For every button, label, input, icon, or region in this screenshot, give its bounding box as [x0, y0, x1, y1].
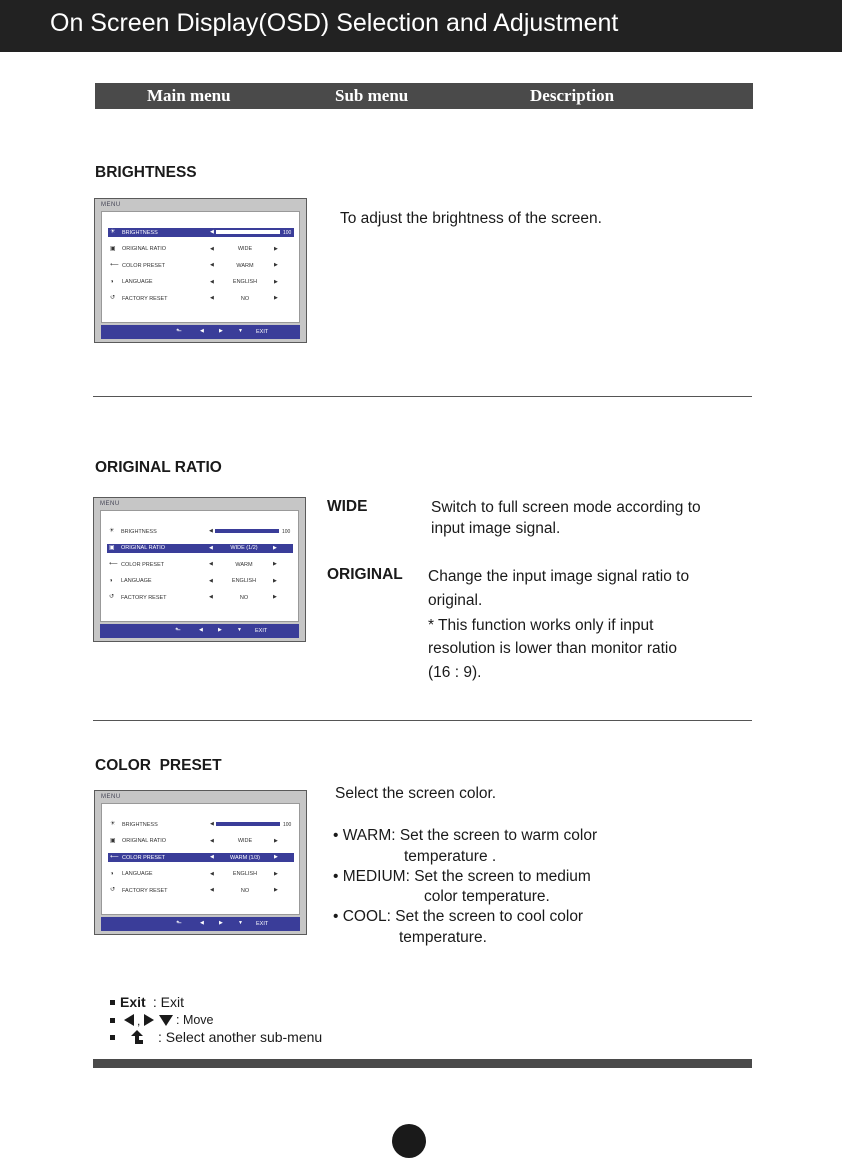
osd-brightness-bar	[215, 529, 279, 533]
legend-exit-term: Exit	[120, 994, 146, 1010]
header-main-menu: Main menu	[147, 86, 231, 105]
bullet-square-icon	[110, 1000, 115, 1005]
osd-item-value: ENGLISH	[232, 279, 258, 285]
osd-left-icon: ◀	[200, 328, 204, 334]
section-divider	[93, 720, 752, 721]
osd-item-value: NO	[240, 887, 250, 894]
osd-row	[108, 278, 294, 287]
osd-brightness-value: 100	[282, 528, 291, 535]
language-icon: ◑	[109, 577, 113, 584]
osd-menu-panel	[101, 211, 300, 323]
osd-right-arrow-icon: ▶	[273, 544, 277, 551]
osd-footer	[101, 325, 300, 339]
osd-right-arrow-icon: ▶	[274, 295, 278, 301]
osd-item-label: COLOR PRESET	[122, 854, 166, 861]
osd-return-icon: ⬑	[176, 328, 182, 335]
osd-item-value: ENGLISH	[231, 578, 257, 584]
osd-right-arrow-icon: ▶	[274, 278, 278, 285]
osd-left-arrow-icon: ◀	[209, 528, 213, 534]
option-desc-wide-line1: Switch to full screen mode according to	[431, 499, 701, 516]
osd-left-icon: ◀	[199, 627, 203, 633]
osd-right-icon: ▶	[218, 627, 222, 633]
osd-return-icon: ⬑	[176, 920, 182, 927]
language-icon: ◑	[110, 870, 114, 877]
osd-item-label: ORIGINAL RATIO	[122, 246, 167, 252]
page-title-bar	[0, 0, 842, 52]
osd-left-icon: ◀	[200, 920, 204, 926]
osd-right-arrow-icon: ▶	[274, 245, 278, 252]
section-title-original-ratio: ORIGINAL RATIO	[95, 459, 222, 476]
osd-row	[107, 560, 293, 569]
page-number-badge	[392, 1124, 426, 1158]
osd-row	[107, 544, 293, 553]
language-icon: ◑	[110, 278, 114, 285]
osd-left-arrow-icon: ◀	[210, 262, 214, 268]
ratio-icon: ▣	[110, 837, 116, 844]
osd-footer	[100, 624, 299, 638]
osd-row	[107, 577, 293, 586]
osd-exit-label: EXIT	[256, 921, 269, 927]
bullet-medium-line1: • MEDIUM: Set the screen to medium	[333, 868, 591, 885]
osd-item-value: WARM	[235, 561, 253, 568]
legend-exit-desc: : Exit	[149, 994, 185, 1010]
osd-screenshot-brightness	[94, 198, 307, 343]
osd-right-icon: ▶	[219, 920, 223, 926]
osd-right-arrow-icon: ▶	[274, 262, 278, 268]
osd-screenshot-original-ratio	[93, 497, 306, 642]
legend-select-desc: : Select another sub-menu	[158, 1029, 323, 1045]
osd-item-label: LANGUAGE	[121, 578, 152, 584]
osd-footer	[101, 917, 300, 931]
brightness-icon: ☀	[109, 528, 115, 534]
osd-row	[108, 853, 294, 862]
osd-left-arrow-icon: ◀	[209, 544, 213, 551]
osd-item-label: FACTORY RESET	[121, 594, 167, 601]
osd-brightness-fill	[216, 530, 278, 532]
section-title-color-preset: COLOR PRESET	[95, 757, 222, 774]
osd-item-label: ORIGINAL RATIO	[121, 545, 166, 551]
osd-menu-label: MENU	[101, 202, 121, 208]
osd-left-arrow-icon: ◀	[210, 245, 214, 252]
bullet-warm-line1: • WARM: Set the screen to warm color	[333, 827, 598, 844]
brightness-description: To adjust the brightness of the screen.	[340, 210, 602, 227]
osd-right-arrow-icon: ▶	[273, 577, 277, 584]
bullet-medium-line2: color temperature.	[424, 888, 550, 905]
osd-down-icon: ▼	[237, 627, 242, 633]
osd-item-value: NO	[239, 594, 249, 601]
osd-row	[108, 837, 294, 846]
osd-left-arrow-icon: ◀	[210, 870, 214, 877]
osd-brightness-value: 100	[283, 229, 292, 236]
osd-left-arrow-icon: ◀	[209, 561, 213, 567]
osd-row	[108, 294, 294, 303]
osd-screenshot-color-preset	[94, 790, 307, 935]
osd-right-arrow-icon: ▶	[274, 870, 278, 877]
bullet-cool-line1: • COOL: Set the screen to cool color	[333, 908, 584, 925]
osd-item-value: ENGLISH	[232, 871, 258, 877]
osd-brightness-bar	[216, 230, 280, 234]
osd-item-label: COLOR PRESET	[122, 262, 166, 269]
factory-reset-icon: ↺	[109, 594, 115, 600]
osd-exit-label: EXIT	[256, 329, 269, 335]
factory-reset-icon: ↺	[110, 887, 116, 893]
option-desc-original-line2: original.	[428, 592, 483, 609]
color-preset-icon: ⟵	[110, 262, 119, 268]
bullet-warm-line2: temperature .	[404, 848, 497, 865]
brightness-icon: ☀	[110, 821, 116, 827]
osd-item-value: WARM (1/3)	[229, 854, 261, 861]
osd-left-arrow-icon: ◀	[209, 577, 213, 584]
ratio-icon: ▣	[109, 544, 115, 551]
header-description: Description	[530, 86, 615, 105]
note-line2: resolution is lower than monitor ratio	[428, 640, 677, 657]
osd-row	[107, 593, 293, 602]
osd-left-arrow-icon: ◀	[210, 887, 214, 893]
osd-item-value: WIDE	[237, 838, 253, 844]
osd-brightness-value: 100	[283, 821, 292, 828]
osd-left-arrow-icon: ◀	[210, 837, 214, 844]
osd-item-label: BRIGHTNESS	[122, 821, 158, 828]
osd-item-label: COLOR PRESET	[121, 561, 165, 568]
note-line1: * This function works only if input	[428, 617, 654, 634]
osd-row	[108, 245, 294, 254]
svg-text:,: ,	[137, 1014, 141, 1027]
option-desc-wide-line2: input image signal.	[431, 520, 561, 537]
osd-item-value: WIDE (1/2)	[230, 545, 258, 551]
color-preset-intro: Select the screen color.	[335, 785, 497, 802]
osd-row	[108, 228, 294, 237]
menu-column-header	[95, 83, 753, 109]
osd-left-arrow-icon: ◀	[210, 278, 214, 285]
osd-menu-label: MENU	[100, 501, 120, 507]
bullet-square-icon	[110, 1035, 115, 1040]
section-divider	[93, 396, 752, 397]
legend-move-desc: : Move	[176, 1013, 214, 1027]
footer-bar	[93, 1059, 752, 1068]
page-title: On Screen Display(OSD) Selection and Adjustment	[50, 9, 619, 37]
factory-reset-icon: ↺	[110, 295, 116, 301]
osd-item-label: BRIGHTNESS	[121, 528, 157, 535]
osd-item-value: WARM	[236, 262, 254, 269]
osd-row	[107, 527, 293, 536]
osd-right-arrow-icon: ▶	[273, 594, 277, 600]
osd-row	[108, 820, 294, 829]
osd-left-arrow-icon: ◀	[210, 295, 214, 301]
ratio-icon: ▣	[110, 245, 116, 252]
osd-item-label: LANGUAGE	[122, 279, 153, 285]
osd-left-arrow-icon: ◀	[210, 821, 214, 827]
osd-return-icon: ⬑	[175, 627, 181, 634]
osd-right-arrow-icon: ▶	[274, 854, 278, 860]
osd-item-value: NO	[240, 295, 250, 302]
osd-item-label: FACTORY RESET	[122, 887, 168, 894]
osd-item-label: FACTORY RESET	[122, 295, 168, 302]
note-line3: (16 : 9).	[428, 664, 482, 681]
osd-right-arrow-icon: ▶	[273, 561, 277, 567]
bullet-cool-line2: temperature.	[399, 929, 487, 946]
color-preset-icon: ⟵	[109, 561, 118, 567]
osd-right-icon: ▶	[219, 328, 223, 334]
osd-item-label: LANGUAGE	[122, 871, 153, 877]
color-preset-icon: ⟵	[110, 854, 119, 860]
osd-item-label: ORIGINAL RATIO	[122, 838, 167, 844]
osd-menu-panel	[100, 510, 299, 622]
header-sub-menu: Sub menu	[335, 86, 409, 105]
osd-menu-label: MENU	[101, 794, 121, 800]
osd-item-value: WIDE	[237, 246, 253, 252]
osd-brightness-fill	[217, 231, 279, 233]
osd-exit-label: EXIT	[255, 628, 268, 634]
osd-brightness-bar	[216, 822, 280, 826]
osd-row	[108, 870, 294, 879]
osd-menu-panel	[101, 803, 300, 915]
osd-left-arrow-icon: ◀	[210, 854, 214, 860]
osd-down-icon: ▼	[238, 328, 243, 334]
osd-right-arrow-icon: ▶	[274, 837, 278, 844]
option-desc-original-line1: Change the input image signal ratio to	[428, 568, 690, 585]
osd-down-icon: ▼	[238, 920, 243, 926]
brightness-icon: ☀	[110, 229, 116, 235]
section-title-brightness: BRIGHTNESS	[95, 164, 197, 181]
osd-left-arrow-icon: ◀	[209, 594, 213, 600]
option-term-original: ORIGINAL	[327, 566, 403, 583]
osd-left-arrow-icon: ◀	[210, 229, 214, 235]
osd-right-arrow-icon: ▶	[274, 887, 278, 893]
option-term-wide: WIDE	[327, 498, 368, 515]
osd-row	[108, 261, 294, 270]
osd-item-label: BRIGHTNESS	[122, 229, 158, 236]
return-arrow-icon	[130, 1030, 144, 1045]
osd-row	[108, 886, 294, 895]
osd-brightness-fill	[217, 823, 279, 825]
bullet-square-icon	[110, 1018, 115, 1023]
